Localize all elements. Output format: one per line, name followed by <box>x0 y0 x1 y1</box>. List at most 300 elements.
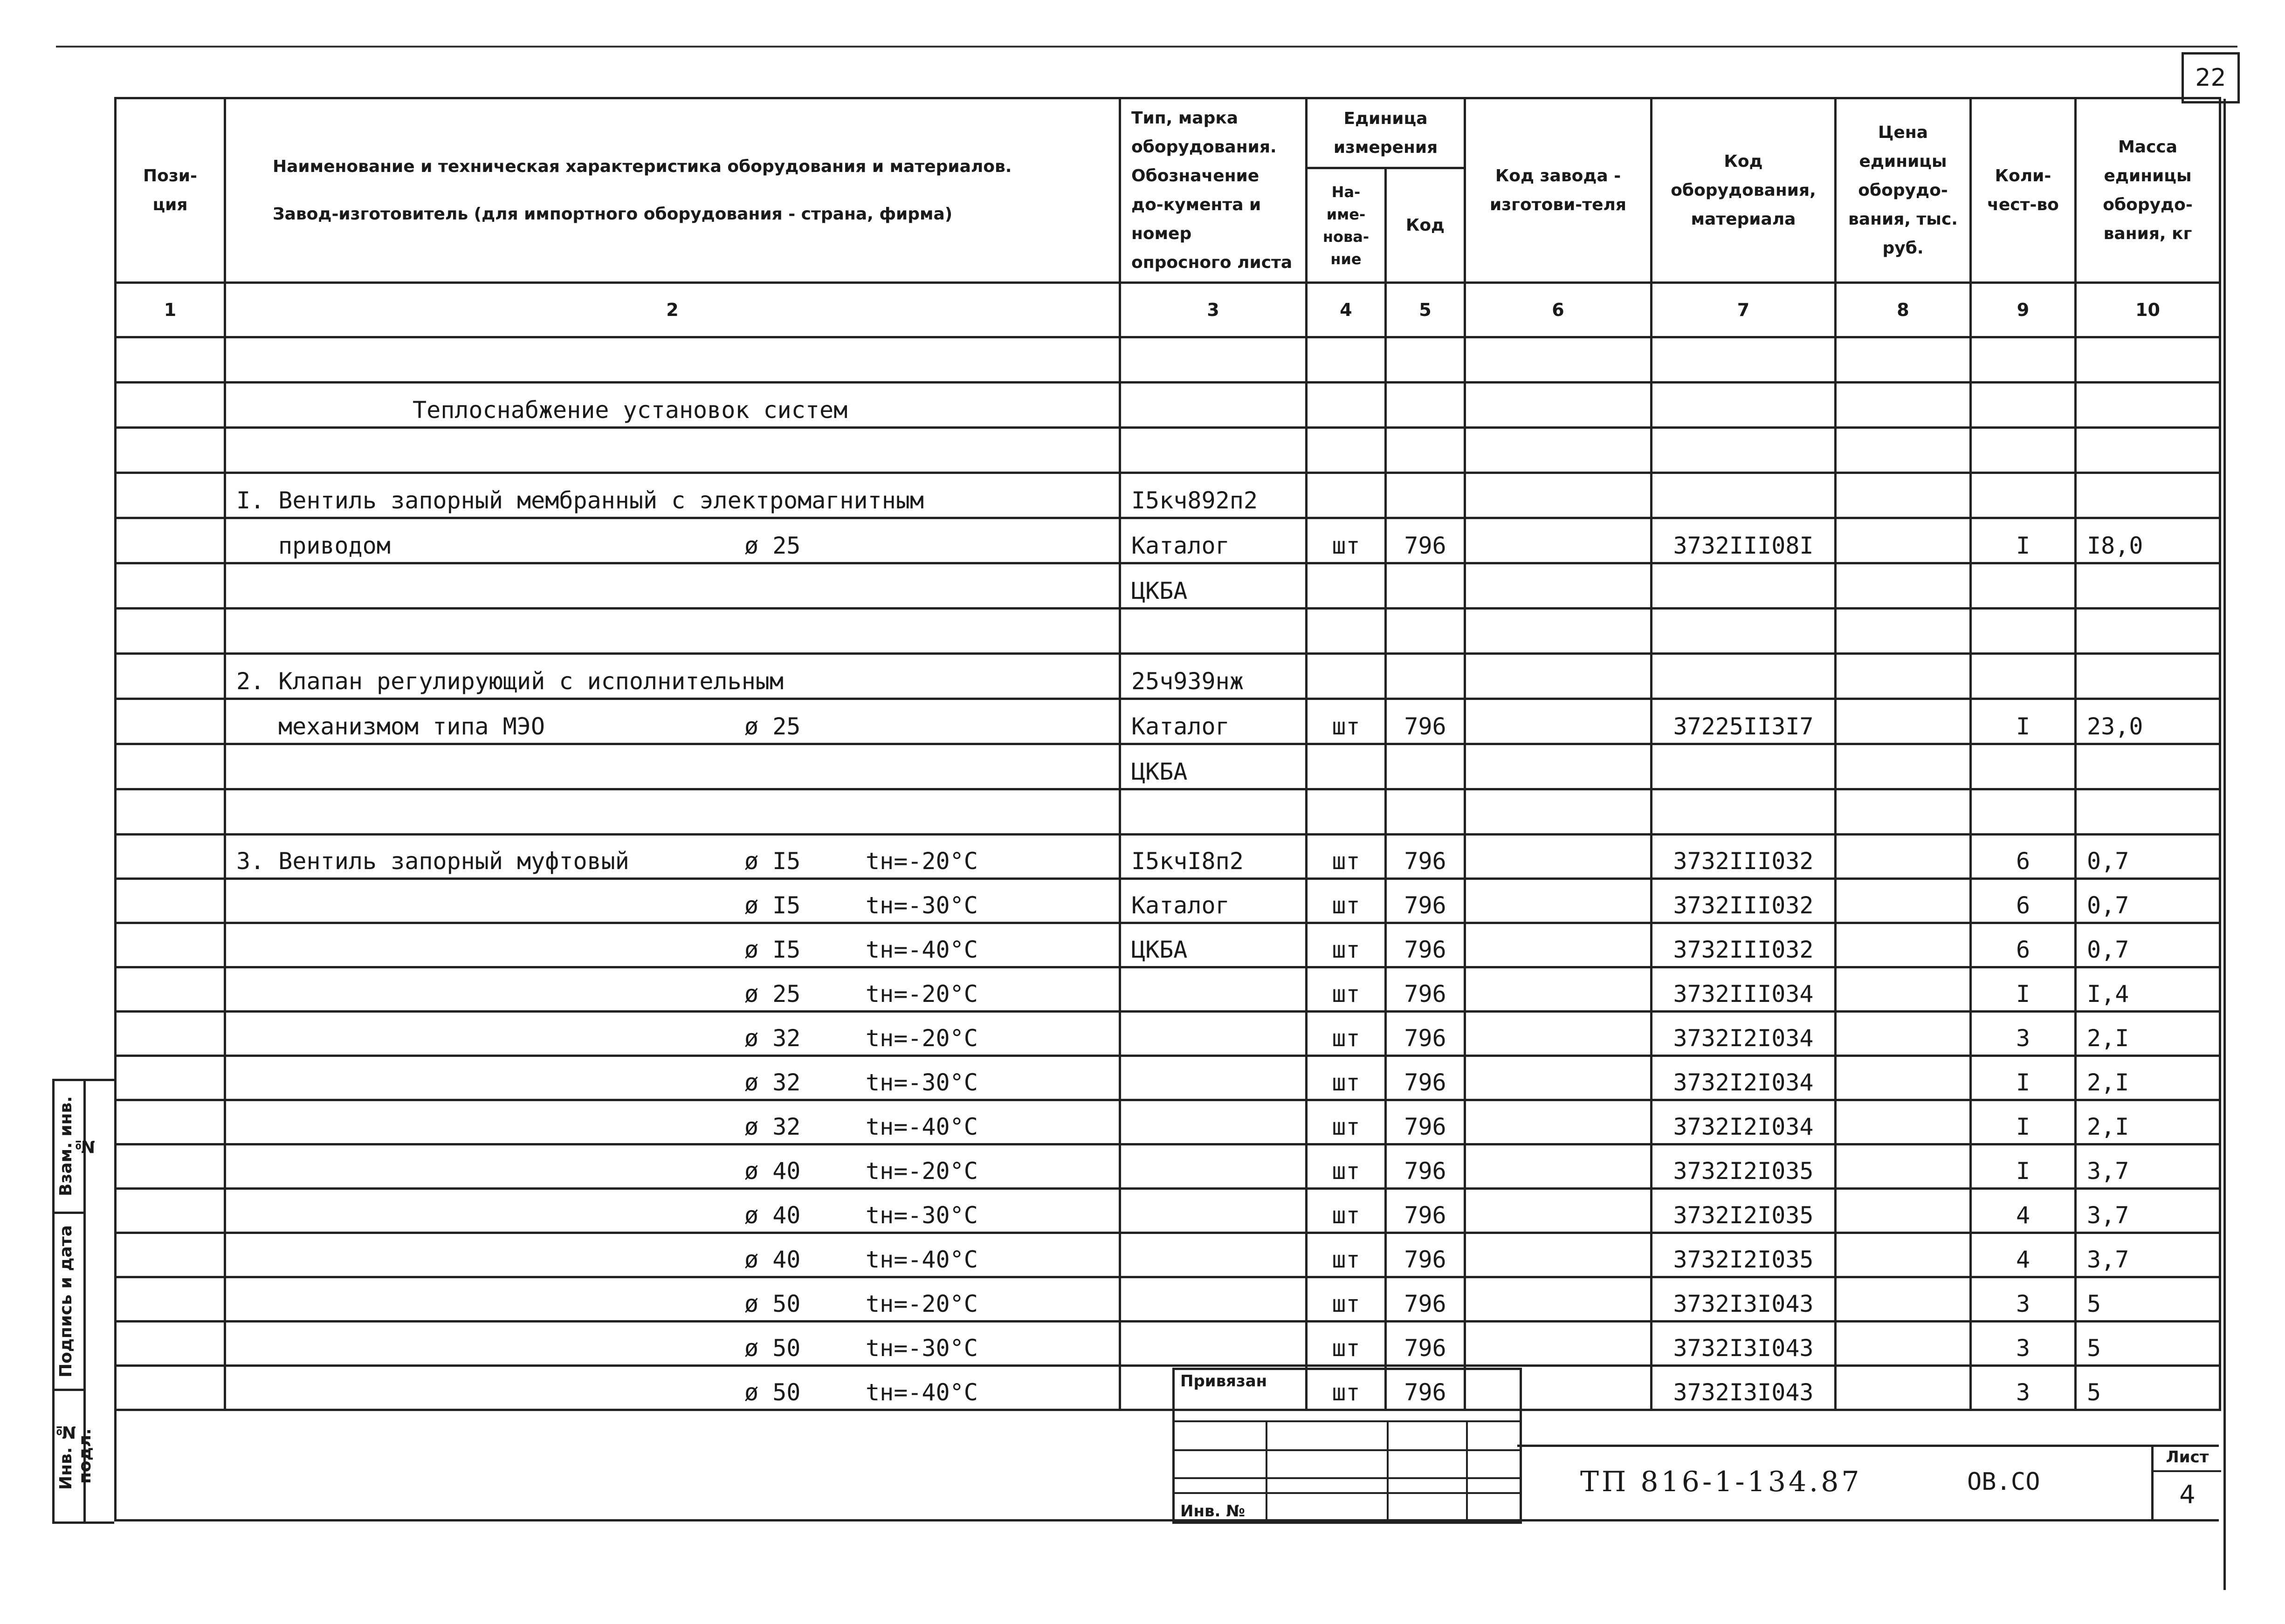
type-cell: I5кчI8п2 <box>1120 835 1307 879</box>
column-number: 9 <box>1971 283 2076 337</box>
table-row <box>116 383 2220 428</box>
quantity-cell: I <box>1971 518 2076 563</box>
quantity-cell: I <box>1971 699 2076 744</box>
header-unit-name: На-име-нова-ние <box>1307 168 1386 283</box>
mass-cell: 2,I <box>2076 1100 2220 1144</box>
type-cell <box>1120 789 1307 835</box>
type-cell: ЦКБА <box>1120 744 1307 789</box>
unit-name-cell: шт <box>1307 879 1386 923</box>
maker-code-cell <box>1465 428 1652 473</box>
maker-code-cell <box>1465 1056 1652 1100</box>
name-cell <box>225 1056 1120 1100</box>
header-unit-code: Код <box>1386 168 1465 283</box>
maker-code-cell <box>1465 699 1652 744</box>
position-cell <box>116 1144 225 1189</box>
header-name <box>225 98 1120 283</box>
quantity-cell: 3 <box>1971 1277 2076 1322</box>
quantity-cell <box>1971 609 2076 654</box>
stamp-hline <box>1175 1420 1520 1422</box>
mass-cell: 2,I <box>2076 1056 2220 1100</box>
maker-code-cell <box>1465 654 1652 699</box>
document-suffix: ОВ.СО <box>1967 1468 2040 1496</box>
maker-code-cell <box>1465 609 1652 654</box>
stamp-vline <box>1266 1420 1267 1521</box>
equipment-code-cell: 3732I3I043 <box>1652 1277 1836 1322</box>
maker-code-cell <box>1465 1322 1652 1366</box>
mass-cell: 5 <box>2076 1366 2220 1410</box>
table-row <box>116 1322 2220 1366</box>
equipment-code-cell <box>1652 609 1836 654</box>
unit-name-cell: шт <box>1307 967 1386 1012</box>
mass-cell <box>2076 563 2220 609</box>
item-name: I. Вентиль запорный мембранный с электромагнитным <box>236 487 924 514</box>
name-cell <box>225 699 1120 744</box>
price-cell <box>1836 879 1971 923</box>
type-cell <box>1120 337 1307 383</box>
unit-name-cell <box>1307 563 1386 609</box>
unit-code-cell <box>1386 563 1465 609</box>
position-cell <box>116 383 225 428</box>
quantity-cell <box>1971 383 2076 428</box>
table-row <box>116 1100 2220 1144</box>
price-cell <box>1836 518 1971 563</box>
name-cell <box>225 1322 1120 1366</box>
name-cell <box>225 1366 1120 1410</box>
type-cell <box>1120 1277 1307 1322</box>
unit-name-cell <box>1307 609 1386 654</box>
price-cell <box>1836 1233 1971 1277</box>
price-cell <box>1836 1056 1971 1100</box>
unit-code-cell <box>1386 609 1465 654</box>
table-row <box>116 518 2220 563</box>
price-cell <box>1836 744 1971 789</box>
name-cell <box>225 337 1120 383</box>
header-unit: Единица измерения <box>1307 98 1465 168</box>
item-name: 2. Клапан регулирующий с исполнительным <box>236 668 784 695</box>
position-cell <box>116 789 225 835</box>
item-name: механизмом типа МЭО <box>278 713 545 740</box>
item-name: Теплоснабжение установок систем <box>413 397 848 424</box>
maker-code-cell <box>1465 383 1652 428</box>
side-cell-inv <box>55 1391 95 1519</box>
mass-cell: 3,7 <box>2076 1233 2220 1277</box>
unit-code-cell: 796 <box>1386 518 1465 563</box>
quantity-cell: 3 <box>1971 1366 2076 1410</box>
name-cell <box>225 789 1120 835</box>
column-number: 6 <box>1465 283 1652 337</box>
header-equipment-code: Код оборудования, материала <box>1652 98 1836 283</box>
name-cell <box>225 428 1120 473</box>
specification-table <box>114 97 2221 1411</box>
table-row <box>116 473 2220 518</box>
table-row <box>116 699 2220 744</box>
equipment-code-cell: 3732I2I035 <box>1652 1189 1836 1233</box>
unit-name-cell <box>1307 337 1386 383</box>
equipment-code-cell <box>1652 337 1836 383</box>
position-cell <box>116 1277 225 1322</box>
unit-name-cell: шт <box>1307 1056 1386 1100</box>
side-label-vzam: Взам. инв. № <box>56 1096 95 1197</box>
price-cell <box>1836 337 1971 383</box>
quantity-cell: 3 <box>1971 1322 2076 1366</box>
side-label-podpis: Подпись и дата <box>56 1225 76 1377</box>
diameter-label: ø 25 <box>744 532 801 559</box>
name-cell <box>225 923 1120 967</box>
maker-code-cell <box>1465 1100 1652 1144</box>
header-name-line1: Наименование и техническая характеристика оборудования и материалов. <box>273 157 1012 176</box>
diameter-label: ø I5 <box>744 848 801 875</box>
unit-name-cell <box>1307 473 1386 518</box>
type-cell: ЦКБА <box>1120 923 1307 967</box>
position-cell <box>116 1012 225 1056</box>
header-position: Пози-ция <box>116 98 225 283</box>
mass-cell <box>2076 744 2220 789</box>
unit-code-cell: 796 <box>1386 1100 1465 1144</box>
mass-cell: 5 <box>2076 1322 2220 1366</box>
quantity-cell: 6 <box>1971 923 2076 967</box>
name-cell <box>225 473 1120 518</box>
maker-code-cell <box>1465 967 1652 1012</box>
quantity-cell: I <box>1971 1100 2076 1144</box>
equipment-code-cell: 3732I2I034 <box>1652 1100 1836 1144</box>
unit-name-cell: шт <box>1307 518 1386 563</box>
maker-code-cell <box>1465 518 1652 563</box>
table-row <box>116 967 2220 1012</box>
maker-code-cell <box>1465 1233 1652 1277</box>
price-cell <box>1836 789 1971 835</box>
name-cell <box>225 1100 1120 1144</box>
unit-name-cell <box>1307 744 1386 789</box>
unit-code-cell <box>1386 337 1465 383</box>
equipment-code-cell: 3732I3I043 <box>1652 1322 1836 1366</box>
name-cell <box>225 609 1120 654</box>
type-cell <box>1120 1322 1307 1366</box>
quantity-cell: I <box>1971 1144 2076 1189</box>
unit-code-cell: 796 <box>1386 1012 1465 1056</box>
unit-name-cell: шт <box>1307 699 1386 744</box>
type-cell: Каталог <box>1120 879 1307 923</box>
position-cell <box>116 967 225 1012</box>
name-cell <box>225 1189 1120 1233</box>
column-number: 5 <box>1386 283 1465 337</box>
table-row <box>116 1056 2220 1100</box>
mass-cell: 23,0 <box>2076 699 2220 744</box>
stamp-vline <box>1387 1420 1389 1521</box>
mass-cell: 3,7 <box>2076 1144 2220 1189</box>
item-name: 3. Вентиль запорный муфтовый <box>236 848 629 875</box>
column-numbers-row <box>116 283 2220 337</box>
maker-code-cell <box>1465 744 1652 789</box>
equipment-code-cell: 3732III034 <box>1652 967 1836 1012</box>
maker-code-cell <box>1465 1277 1652 1322</box>
quantity-cell: I <box>1971 1056 2076 1100</box>
temperature-label: tн=-40°С <box>866 1246 978 1273</box>
unit-name-cell: шт <box>1307 835 1386 879</box>
temperature-label: tн=-40°С <box>866 1379 978 1406</box>
unit-code-cell <box>1386 428 1465 473</box>
type-cell: I5кч892п2 <box>1120 473 1307 518</box>
maker-code-cell <box>1465 789 1652 835</box>
temperature-label: tн=-20°С <box>866 848 978 875</box>
temperature-label: tн=-20°С <box>866 1290 978 1317</box>
mass-cell <box>2076 654 2220 699</box>
position-cell <box>116 518 225 563</box>
equipment-code-cell <box>1652 473 1836 518</box>
diameter-label: ø 32 <box>744 1025 801 1052</box>
maker-code-cell <box>1465 1189 1652 1233</box>
table-row <box>116 654 2220 699</box>
type-cell <box>1120 1144 1307 1189</box>
type-cell: Каталог <box>1120 699 1307 744</box>
unit-code-cell <box>1386 654 1465 699</box>
side-cell-podpis <box>55 1214 83 1391</box>
unit-code-cell: 796 <box>1386 1189 1465 1233</box>
price-cell <box>1836 428 1971 473</box>
unit-name-cell <box>1307 383 1386 428</box>
unit-name-cell: шт <box>1307 1233 1386 1277</box>
position-cell <box>116 1322 225 1366</box>
quantity-cell: 6 <box>1971 879 2076 923</box>
price-cell <box>1836 835 1971 879</box>
name-cell <box>225 835 1120 879</box>
side-cell-vzam <box>55 1081 95 1214</box>
equipment-code-cell <box>1652 563 1836 609</box>
temperature-label: tн=-30°С <box>866 892 978 919</box>
position-cell <box>116 1100 225 1144</box>
unit-code-cell: 796 <box>1386 923 1465 967</box>
temperature-label: tн=-30°С <box>866 1335 978 1362</box>
quantity-cell: 3 <box>1971 1012 2076 1056</box>
mass-cell: 3,7 <box>2076 1189 2220 1233</box>
temperature-label: tн=-40°С <box>866 1113 978 1140</box>
position-cell <box>116 609 225 654</box>
sheet-label: Лист <box>2154 1445 2221 1472</box>
column-number: 4 <box>1307 283 1386 337</box>
column-number: 2 <box>225 283 1120 337</box>
right-border-line <box>2223 99 2226 1590</box>
equipment-code-cell <box>1652 744 1836 789</box>
diameter-label: ø 40 <box>744 1202 801 1229</box>
table-row <box>116 337 2220 383</box>
name-cell <box>225 879 1120 923</box>
unit-name-cell: шт <box>1307 923 1386 967</box>
type-cell <box>1120 1233 1307 1277</box>
maker-code-cell <box>1465 1012 1652 1056</box>
name-cell <box>225 1233 1120 1277</box>
position-cell <box>116 1189 225 1233</box>
temperature-label: tн=-30°С <box>866 1069 978 1096</box>
binding-stamp <box>1172 1368 1522 1524</box>
unit-name-cell: шт <box>1307 1189 1386 1233</box>
equipment-code-cell <box>1652 789 1836 835</box>
position-cell <box>116 744 225 789</box>
equipment-code-cell: 37225II3I7 <box>1652 699 1836 744</box>
stamp-inv: Инв. № <box>1180 1502 1246 1521</box>
type-cell <box>1120 1189 1307 1233</box>
top-border-line <box>56 46 2237 48</box>
table-row <box>116 1144 2220 1189</box>
type-cell: ЦКБА <box>1120 563 1307 609</box>
sheet-number-box: 22 <box>2182 52 2240 103</box>
quantity-cell <box>1971 563 2076 609</box>
table-row <box>116 1277 2220 1322</box>
unit-code-cell <box>1386 789 1465 835</box>
name-cell <box>225 1012 1120 1056</box>
unit-name-cell <box>1307 789 1386 835</box>
position-cell <box>116 1233 225 1277</box>
unit-code-cell: 796 <box>1386 1366 1465 1410</box>
item-name: приводом <box>278 532 391 559</box>
table-row <box>116 1233 2220 1277</box>
unit-code-cell <box>1386 744 1465 789</box>
diameter-label: ø 50 <box>744 1290 801 1317</box>
quantity-cell: 6 <box>1971 835 2076 879</box>
table-row <box>116 835 2220 879</box>
type-cell <box>1120 383 1307 428</box>
price-cell <box>1836 1100 1971 1144</box>
quantity-cell: I <box>1971 967 2076 1012</box>
name-cell <box>225 563 1120 609</box>
mass-cell <box>2076 609 2220 654</box>
column-number: 1 <box>116 283 225 337</box>
table-row <box>116 789 2220 835</box>
maker-code-cell <box>1465 923 1652 967</box>
price-cell <box>1836 654 1971 699</box>
diameter-label: ø 50 <box>744 1335 801 1362</box>
price-cell <box>1836 473 1971 518</box>
unit-code-cell: 796 <box>1386 967 1465 1012</box>
table-row <box>116 1366 2220 1410</box>
column-number: 3 <box>1120 283 1307 337</box>
table-row <box>116 1012 2220 1056</box>
diameter-label: ø 32 <box>744 1069 801 1096</box>
table-row <box>116 428 2220 473</box>
type-cell <box>1120 609 1307 654</box>
mass-cell <box>2076 383 2220 428</box>
name-cell <box>225 518 1120 563</box>
unit-code-cell <box>1386 383 1465 428</box>
table-row <box>116 923 2220 967</box>
header-price: Цена единицы оборудо-вания, тыс. руб. <box>1836 98 1971 283</box>
mass-cell <box>2076 473 2220 518</box>
quantity-cell <box>1971 473 2076 518</box>
maker-code-cell <box>1465 879 1652 923</box>
type-cell: 25ч939нж <box>1120 654 1307 699</box>
mass-cell <box>2076 789 2220 835</box>
maker-code-cell <box>1465 473 1652 518</box>
temperature-label: tн=-20°С <box>866 980 978 1007</box>
table-row <box>116 609 2220 654</box>
name-cell <box>225 744 1120 789</box>
unit-code-cell: 796 <box>1386 835 1465 879</box>
column-number: 7 <box>1652 283 1836 337</box>
side-stamp <box>52 1079 114 1524</box>
diameter-label: ø 50 <box>744 1379 801 1406</box>
equipment-code-cell: 3732I3I043 <box>1652 1366 1836 1410</box>
price-cell <box>1836 1366 1971 1410</box>
quantity-cell <box>1971 654 2076 699</box>
equipment-code-cell <box>1652 654 1836 699</box>
position-cell <box>116 654 225 699</box>
position-cell <box>116 428 225 473</box>
equipment-code-cell: 3732I2I034 <box>1652 1056 1836 1100</box>
name-cell <box>225 1144 1120 1189</box>
temperature-label: tн=-40°С <box>866 936 978 963</box>
unit-code-cell: 796 <box>1386 1322 1465 1366</box>
stamp-vline <box>1466 1420 1468 1521</box>
unit-code-cell: 796 <box>1386 699 1465 744</box>
maker-code-cell <box>1465 835 1652 879</box>
left-frame-line <box>114 1342 117 1519</box>
quantity-cell <box>1971 744 2076 789</box>
position-cell <box>116 923 225 967</box>
temperature-label: tн=-20°С <box>866 1025 978 1052</box>
name-cell <box>225 967 1120 1012</box>
stamp-privyazan: Привязан <box>1180 1372 1267 1391</box>
header-mass: Масса единицы оборудо-вания, кг <box>2076 98 2220 283</box>
mass-cell: I,4 <box>2076 967 2220 1012</box>
price-cell <box>1836 1189 1971 1233</box>
header-name-line2: Завод-изготовитель (для импортного оборудования - страна, фирма) <box>273 204 953 224</box>
equipment-code-cell: 3732III032 <box>1652 835 1836 879</box>
position-cell <box>116 879 225 923</box>
price-cell <box>1836 1012 1971 1056</box>
type-cell <box>1120 1100 1307 1144</box>
equipment-code-cell: 3732III032 <box>1652 923 1836 967</box>
equipment-code-cell: 3732III032 <box>1652 879 1836 923</box>
position-cell <box>116 563 225 609</box>
price-cell <box>1836 967 1971 1012</box>
diameter-label: ø I5 <box>744 892 801 919</box>
mass-cell: 0,7 <box>2076 923 2220 967</box>
table-row <box>116 744 2220 789</box>
equipment-code-cell: 3732I2I034 <box>1652 1012 1836 1056</box>
mass-cell: 0,7 <box>2076 879 2220 923</box>
column-number: 10 <box>2076 283 2220 337</box>
unit-name-cell <box>1307 428 1386 473</box>
maker-code-cell <box>1465 1144 1652 1189</box>
type-cell <box>1120 1012 1307 1056</box>
maker-code-cell <box>1465 563 1652 609</box>
type-cell <box>1120 1056 1307 1100</box>
header-quantity: Коли-чест-во <box>1971 98 2076 283</box>
sheet-page-number: 4 <box>2179 1480 2196 1509</box>
price-cell <box>1836 383 1971 428</box>
stamp-hline <box>1175 1477 1520 1479</box>
quantity-cell <box>1971 789 2076 835</box>
position-cell <box>116 473 225 518</box>
equipment-code-cell: 3732III08I <box>1652 518 1836 563</box>
price-cell <box>1836 923 1971 967</box>
mass-cell: 5 <box>2076 1277 2220 1322</box>
diameter-label: ø 40 <box>744 1246 801 1273</box>
side-label-inv: Инв. № подл. <box>56 1422 95 1490</box>
unit-name-cell: шт <box>1307 1277 1386 1322</box>
mass-cell <box>2076 428 2220 473</box>
quantity-cell <box>1971 337 2076 383</box>
unit-code-cell: 796 <box>1386 1056 1465 1100</box>
price-cell <box>1836 1277 1971 1322</box>
unit-code-cell <box>1386 473 1465 518</box>
price-cell <box>1836 1322 1971 1366</box>
unit-name-cell <box>1307 654 1386 699</box>
unit-name-cell: шт <box>1307 1322 1386 1366</box>
unit-name-cell: шт <box>1307 1012 1386 1056</box>
column-number: 8 <box>1836 283 1971 337</box>
name-cell <box>225 1277 1120 1322</box>
price-cell <box>1836 699 1971 744</box>
unit-code-cell: 796 <box>1386 879 1465 923</box>
